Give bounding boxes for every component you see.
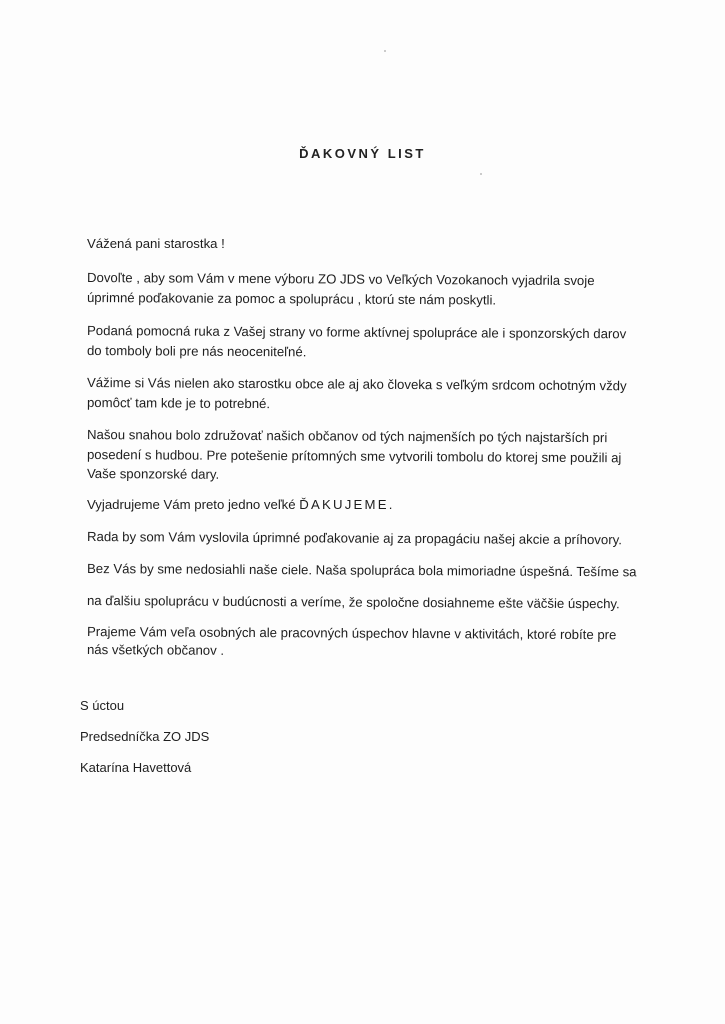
- closing: S úctou: [80, 698, 125, 713]
- goals-line: Bez Vás by sme nedosiahli naše ciele. Naša spolupráca bola mimoriadne úspešná. Tešíme sa: [86, 561, 637, 580]
- paragraph-4-line-1: Našou snahou bolo združovať našich občanov od tých najmenších po tých najstarších pri: [86, 427, 608, 446]
- paragraph-1-line-2: úprimné poďakovanie za pomoc a spoluprácu , ktorú ste nám poskytli.: [86, 290, 497, 308]
- wish-line-1: Prajeme Vám veľa osobných ale pracovných úspechov hlavne v aktivitách, ktoré robíte pre: [86, 624, 617, 643]
- signer-role: Predsedníčka ZO JDS: [80, 729, 210, 744]
- letter-title: ĎAKOVNÝ LIST: [299, 146, 426, 161]
- paragraph-4-line-3: Vaše sponzorské dary.: [86, 466, 220, 482]
- salutation: Vážená pani starostka !: [87, 236, 225, 251]
- scan-speck: [384, 50, 386, 52]
- paragraph-2-line-2: do tomboly boli pre nás neoceniteľné.: [86, 343, 307, 360]
- paragraph-3-line-2: pomôcť tam kde je to potrebné.: [86, 395, 271, 412]
- wish-line-2: nás všetkých občanov .: [86, 642, 225, 658]
- paragraph-4-line-2: posedení s hudbou. Pre potešenie prítomných sme vytvorili tombolu do ktorej sme použili aj: [86, 447, 622, 466]
- paragraph-2-line-1: Podaná pomocná ruka z Vašej strany vo forme aktívnej spolupráce ale i sponzorských darov: [86, 323, 627, 342]
- propagation-line: Rada by som Vám vyslovila úprimné poďakovanie aj za propagáciu našej akcie a príhovory.: [86, 529, 622, 548]
- thanks-prefix: Vyjadrujeme Vám preto jedno veľké: [87, 497, 296, 512]
- scan-speck: [480, 173, 482, 175]
- paragraph-3-line-1: Vážime si Vás nielen ako starostku obce ale aj ako človeka s veľkým srdcom ochotným vždy: [86, 375, 627, 394]
- thanks-line: [87, 497, 395, 513]
- future-line: na ďalšiu spoluprácu v budúcnosti a veríme, že spoločne dosiahneme ešte väčšie úspechy.: [86, 593, 620, 612]
- signer-name: Katarína Havettová: [80, 760, 192, 775]
- thanks-word: ĎAKUJEME.: [299, 497, 395, 512]
- paragraph-1-line-1: Dovoľte , aby som Vám v mene výboru ZO JDS vo Veľkých Vozokanoch vyjadrila svoje: [86, 270, 595, 289]
